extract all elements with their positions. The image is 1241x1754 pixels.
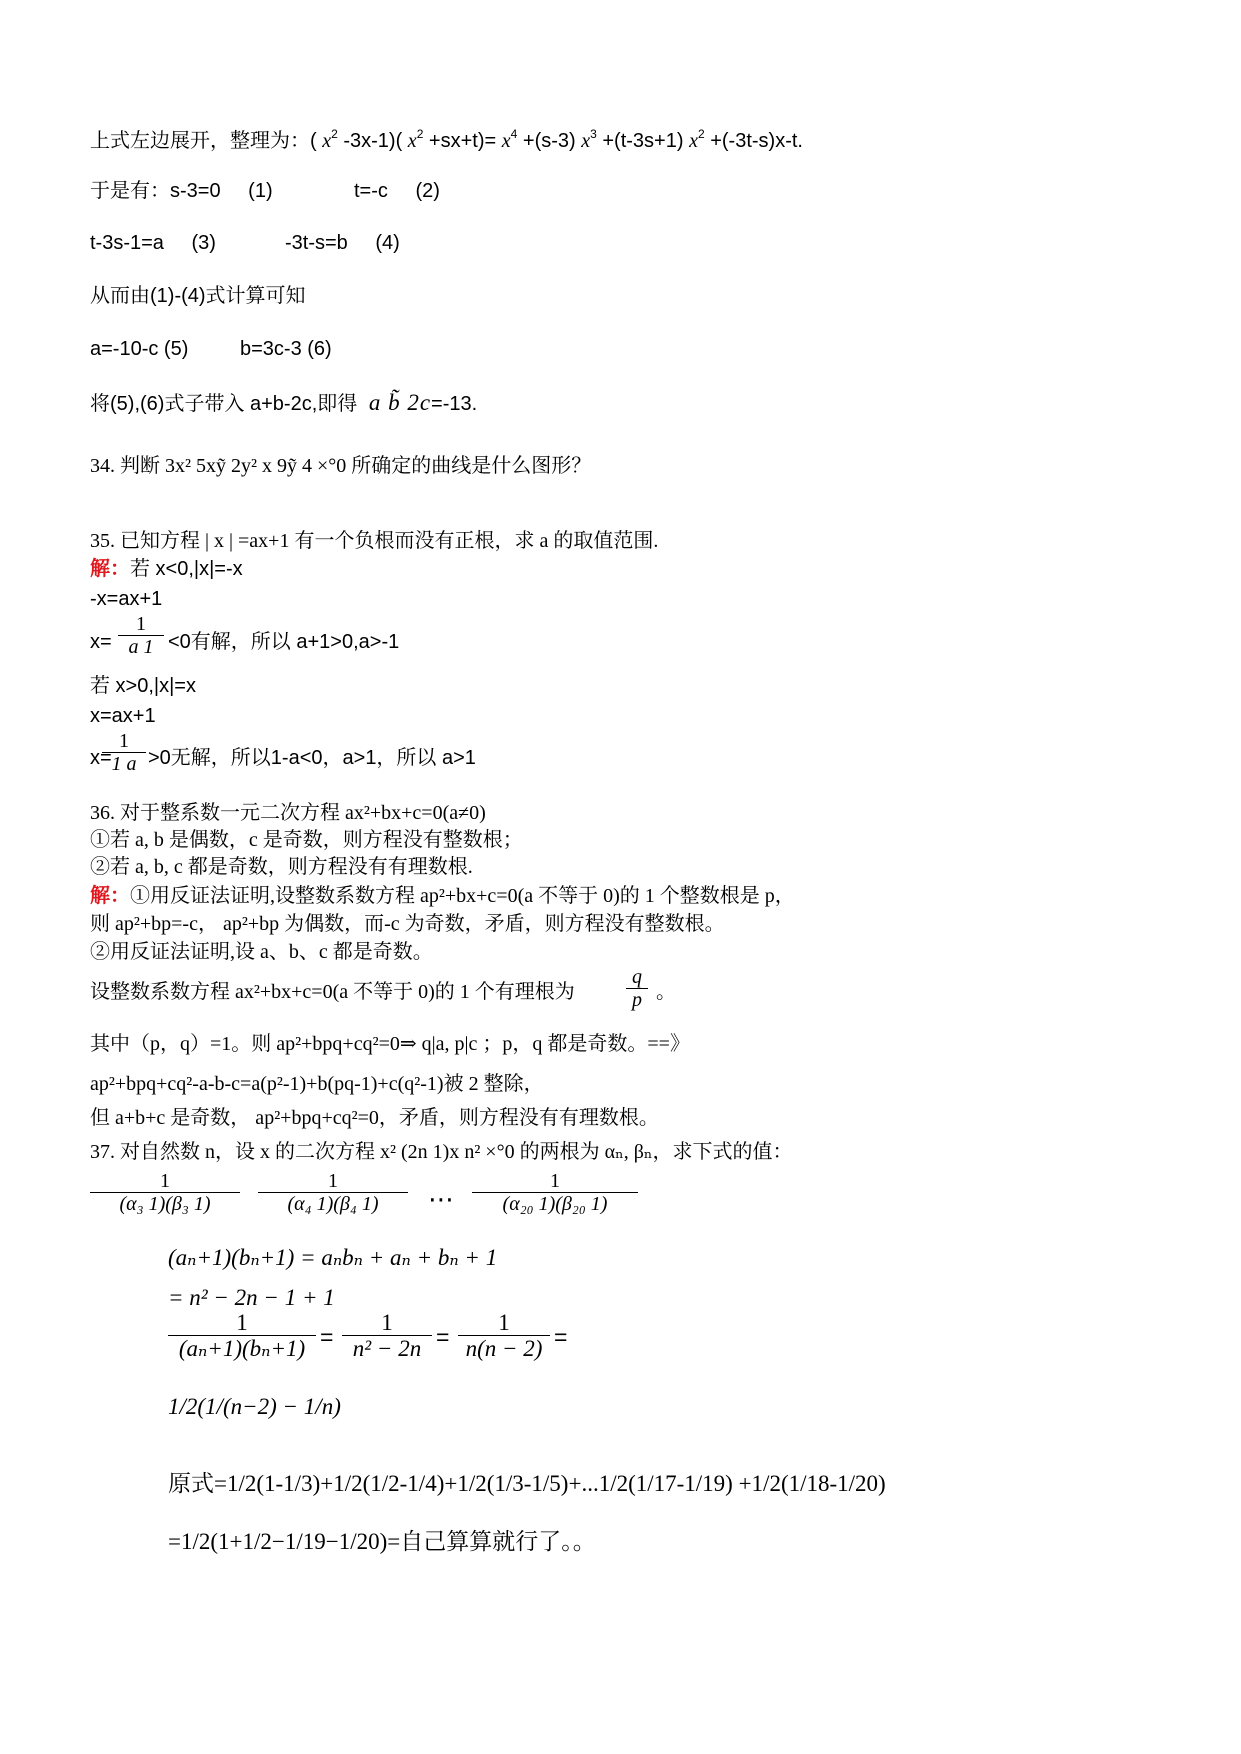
q37-fraction-3 — [472, 1170, 638, 1215]
q37-fraction-3-num: 1 — [550, 1170, 560, 1192]
eq-a: t-3s-1=a — [90, 232, 164, 254]
solution-37-line-6: =1/2(1+1/2−1/19−1/20)=自己算算就行了。。 — [168, 1529, 596, 1554]
result-a: a=-10-c (5) — [90, 338, 189, 360]
q37-fraction-2-den: (α₄ 1)(β₄ 1) — [287, 1193, 379, 1215]
result-line — [90, 339, 188, 359]
solution-35-line-3: x= — [90, 631, 112, 653]
substitution-expr: a b̃ 2c — [368, 390, 432, 415]
solution-36-line-7: 但 a+b+c 是奇数， ap²+bpq+cq²=0，矛盾，则方程没有有理数根。 — [90, 1107, 659, 1129]
solution-37-line-5: 原式=1/2(1-1/3)+1/2(1/2-1/4)+1/2(1/3-1/5)+...1/2(1/17-1/19) +1/2(1/18-1/20) — [168, 1471, 886, 1496]
q37-fraction-1 — [90, 1170, 240, 1215]
solution-37-line-2: = n² − 2n − 1 + 1 — [168, 1285, 335, 1310]
substitution-result: =-13. — [431, 393, 478, 415]
s37-fraction-2 — [342, 1310, 432, 1362]
result-b: b=3c-3 (6) — [240, 338, 332, 360]
fraction-36-root — [626, 966, 648, 1011]
s37-fraction-3 — [458, 1310, 550, 1362]
eq-s: 于是有：s-3=0 — [90, 180, 221, 202]
question-36: 36. 对于整系数一元二次方程 ax²+bx+c=0(a≠0) — [90, 802, 486, 824]
question-36-case-1: ①若 a, b 是偶数，c 是奇数，则方程没有整数根； — [90, 829, 523, 851]
q37-fraction-1-num: 1 — [160, 1170, 170, 1192]
solution-label: 解： — [90, 885, 130, 907]
substitution-line — [90, 391, 477, 414]
solution-36-line-4: 设整数系数方程 ax²+bx+c=0(a 不等于 0)的 1 个有理根为 — [90, 981, 575, 1003]
equation-line-2 — [90, 233, 216, 253]
s37-fraction-3-den: n(n − 2) — [465, 1336, 543, 1362]
equals-sign: = — [554, 1324, 568, 1350]
expansion-line — [90, 128, 803, 151]
fraction-35-b-num: 1 — [119, 730, 129, 752]
equation-line-2b — [285, 233, 400, 253]
fraction-35-b — [102, 730, 146, 775]
substitution-text: 将(5),(6)式子带入 a+b-2c,即得 — [90, 393, 358, 415]
q37-fraction-2 — [258, 1170, 408, 1215]
conclusion-intro: 从而由(1)-(4)式计算可知 — [90, 285, 306, 307]
fraction-35-a-den: a 1 — [128, 636, 154, 658]
solution-35-line-6: x= — [90, 747, 112, 769]
solution-36-line-4b: 。 — [656, 981, 676, 1003]
eq-t: t=-c — [354, 180, 388, 202]
q37-fraction-2-num: 1 — [328, 1170, 338, 1192]
eq-label-3: (3) — [191, 232, 216, 254]
solution-37-line-1: (aₙ+1)(bₙ+1) = aₙbₙ + aₙ + bₙ + 1 — [168, 1245, 498, 1270]
expansion-prefix: 上式左边展开，整理为：( $x^2$ -3x-1)( $x^2 +sx+t)= x^4 +(s-3)$ $x^3 +(t-3s+1)$ $x^2 +(-3t-s)x-t$. — [90, 127, 803, 152]
q37-fraction-1-den: (α₃ 1)(β₃ 1) — [119, 1193, 211, 1215]
half-coefficient: 1/2 — [168, 1394, 198, 1419]
solution-36-line-1 — [90, 886, 795, 906]
question-35: 35. 已知方程 | x | =ax+1 有一个负根而没有正根，求 a 的取值范围. — [90, 530, 659, 552]
fraction-36-num: q — [632, 966, 642, 988]
fraction-35-a — [118, 613, 164, 658]
eq-label-4: (4) — [375, 232, 400, 254]
equals-sign: = — [320, 1324, 334, 1350]
solution-37-line-4 — [168, 1395, 341, 1418]
solution-35-line-5: x=ax+1 — [90, 705, 156, 727]
solution-36-line-3: ②用反证法证明,设 a、b、c 都是奇数。 — [90, 941, 433, 963]
eq-b: -3t-s=b — [285, 232, 348, 254]
s37-fraction-1-num: 1 — [236, 1310, 248, 1335]
solution-35-line-1 — [90, 559, 243, 579]
fraction-36-den: p — [632, 989, 642, 1011]
s37-fraction-3-num: 1 — [498, 1310, 510, 1335]
solution-35-line-3b: <0有解，所以 a+1>0,a>-1 — [168, 631, 400, 653]
equation-line-1 — [90, 181, 273, 201]
equation-line-1b — [354, 181, 440, 201]
q37-fraction-3-den: (α₂₀ 1)(β₂₀ 1) — [502, 1193, 608, 1215]
solution-36-line-5: 其中（p，q）=1。则 ap²+bpq+cq²=0⇒ q|a, p|c ；p，q 都是奇数。==》 — [90, 1033, 690, 1055]
solution-label: 解： — [90, 558, 130, 580]
s37-fraction-2-num: 1 — [381, 1310, 393, 1335]
solution-35-line-6b: >0无解，所以1-a<0，a>1，所以 a>1 — [148, 747, 476, 769]
fraction-35-a-num: 1 — [136, 613, 146, 635]
solution-35-line-2: -x=ax+1 — [90, 588, 163, 610]
partial-fraction: (1/(n−2) − 1/n) — [197, 1394, 341, 1419]
question-37: 37. 对自然数 n，设 x 的二次方程 x² (2n 1)x n² ×°0 的两根为 αₙ, βₙ，求下式的值： — [90, 1141, 793, 1163]
equals-sign: = — [436, 1324, 450, 1350]
solution-36-line-6: ap²+bpq+cq²-a-b-c=a(p²-1)+b(pq-1)+c(q²-1)被 2 整除， — [90, 1073, 544, 1095]
eq-label-1: (1) — [248, 180, 273, 202]
eq-label-2: (2) — [415, 180, 440, 202]
solution-35-line-4: 若 x>0,|x|=x — [90, 675, 196, 697]
s37-fraction-1-den: (aₙ+1)(bₙ+1) — [178, 1336, 306, 1362]
s37-fraction-1 — [168, 1310, 316, 1362]
s37-fraction-2-den: n² − 2n — [352, 1336, 422, 1362]
q37-ellipsis: ⋯ — [428, 1184, 454, 1214]
question-34: 34. 判断 3x² 5xỹ 2y² x 9ỹ 4 ×°0 所确定的曲线是什么图形？ — [90, 455, 592, 477]
question-36-case-2: ②若 a, b, c 都是奇数，则方程没有有理数根. — [90, 856, 473, 878]
result-line-b — [240, 339, 332, 359]
solution-35-text-1: 若 x<0,|x|=-x — [130, 558, 243, 580]
fraction-35-b-den: 1 a — [111, 753, 137, 775]
solution-36-text-1: ①用反证法证明,设整数系数方程 ap²+bx+c=0(a 不等于 0)的 1 个整数根是 p， — [130, 885, 795, 907]
solution-36-line-2: 则 ap²+bp=-c， ap²+bp 为偶数，而-c 为奇数，矛盾，则方程没有整数根。 — [90, 913, 725, 935]
